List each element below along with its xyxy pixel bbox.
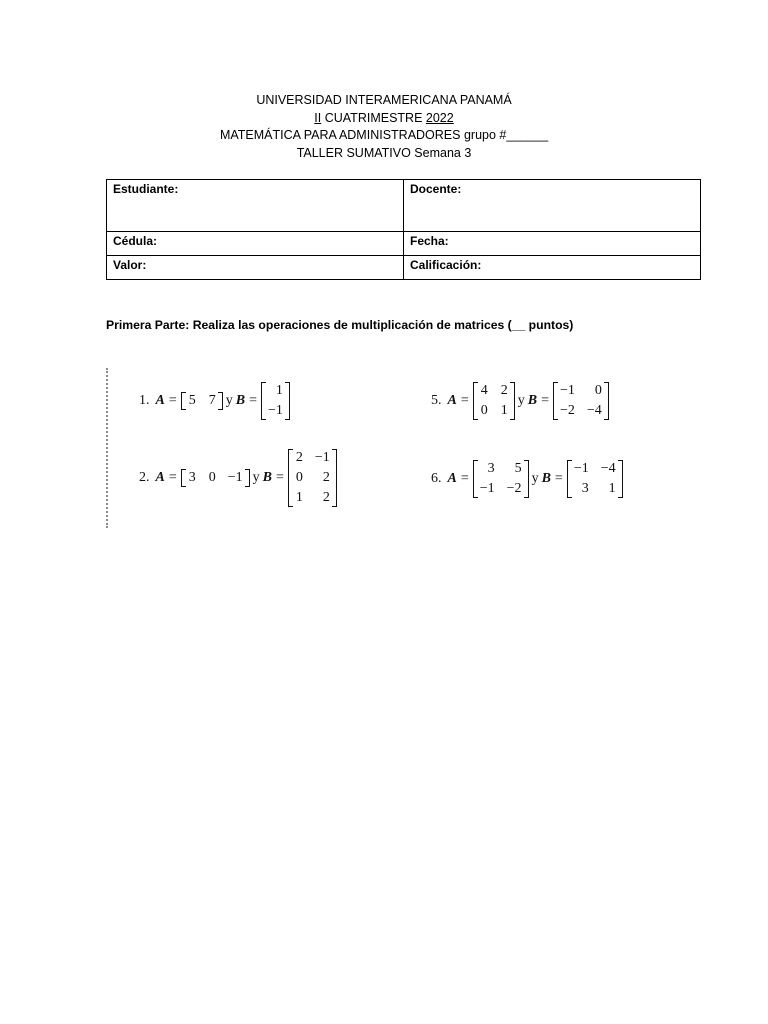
matrix-cell: −2	[506, 481, 522, 496]
matrix-cell: −2	[560, 403, 575, 418]
conjunction-y: y	[252, 470, 260, 485]
matrix-cell: 5	[188, 393, 196, 408]
matrix-b	[567, 460, 623, 498]
matrix-a	[181, 469, 250, 487]
matrix-cell: 3	[188, 470, 196, 485]
matrix-b	[553, 382, 609, 420]
exercise-number: 2.	[139, 470, 150, 485]
matrix-cell: −1	[479, 481, 495, 496]
matrix-a-label: A	[155, 470, 165, 485]
matrix-b-label: B	[541, 471, 551, 486]
equals-sign: =	[460, 393, 469, 408]
matrix-a-label: A	[155, 393, 165, 408]
grade-field[interactable]	[404, 256, 701, 280]
matrix-cell: 4	[480, 383, 488, 398]
equals-sign: =	[554, 471, 563, 486]
matrix-cell: 0	[480, 403, 488, 418]
student-field[interactable]	[107, 180, 404, 232]
matrix-b-label: B	[527, 393, 538, 408]
teacher-label: Docente:	[410, 182, 462, 196]
term-line	[0, 110, 768, 128]
equals-sign: =	[460, 471, 469, 486]
equals-sign: =	[276, 470, 284, 485]
document-header	[0, 92, 768, 162]
date-field[interactable]	[404, 232, 701, 256]
equals-sign: =	[168, 470, 177, 485]
matrix-cell: −1	[560, 383, 575, 398]
value-label: Valor:	[113, 258, 147, 272]
grade-label: Calificación:	[410, 258, 482, 272]
info-row-grade	[107, 256, 701, 280]
conjunction-y: y	[225, 393, 233, 408]
teacher-field[interactable]	[404, 180, 701, 232]
exercise-2	[139, 449, 337, 507]
matrix-b-label: B	[262, 470, 272, 485]
university-name: UNIVERSIDAD INTERAMERICANA PANAMÁ	[256, 93, 512, 107]
term-roman: II	[314, 110, 322, 125]
student-label: Estudiante:	[113, 182, 179, 196]
id-label: Cédula:	[113, 234, 158, 248]
exercise-6	[431, 460, 623, 498]
course-title: MATEMÁTICA PARA ADMINISTRADORES grupo #______	[219, 128, 549, 142]
exercise-5	[431, 382, 609, 420]
term-label: CUATRIMESTRE	[321, 110, 426, 125]
equals-sign: =	[249, 393, 257, 408]
matrix-cell: −1	[314, 450, 330, 465]
matrix-cell: 7	[208, 393, 216, 408]
matrix-a	[473, 460, 529, 498]
term-year: 2022	[425, 110, 454, 125]
matrix-cell: −1	[573, 461, 589, 476]
matrix-cell: 3	[581, 481, 589, 496]
matrix-cell: 2	[295, 450, 303, 465]
conjunction-y: y	[531, 471, 539, 486]
info-row-names	[107, 180, 701, 232]
matrix-cell: 2	[500, 383, 508, 398]
workshop-title: TALLER SUMATIVO Semana 3	[296, 145, 472, 160]
matrix-cell: 0	[295, 470, 303, 485]
exercise-number: 1.	[139, 393, 150, 408]
matrix-cell: 1	[608, 481, 616, 496]
conjunction-y: y	[517, 393, 525, 408]
student-info-table	[106, 179, 701, 280]
matrix-b	[288, 449, 337, 507]
matrix-cell: 2	[322, 490, 330, 505]
equals-sign: =	[541, 393, 549, 408]
date-label: Fecha:	[410, 234, 449, 248]
matrix-cell: 0	[208, 470, 216, 485]
exercise-number: 5.	[431, 393, 442, 408]
matrix-cell: 3	[487, 461, 495, 476]
matrix-cell: 1	[275, 383, 283, 398]
matrix-cell: 1	[500, 403, 508, 418]
matrix-a	[181, 392, 223, 410]
instruction-text: Primera Parte: Realiza las operaciones de multiplicación de matrices (__ puntos)	[106, 318, 574, 332]
exercise-1	[139, 382, 290, 420]
exercise-number: 6.	[431, 471, 442, 486]
scan-edge-dots	[106, 368, 111, 528]
matrix-cell: −4	[586, 403, 602, 418]
equals-sign: =	[168, 393, 177, 408]
matrix-cell: −1	[227, 470, 243, 485]
matrix-a-label: A	[447, 471, 457, 486]
info-row-id	[107, 232, 701, 256]
matrix-cell: −1	[268, 403, 283, 418]
matrix-cell: −4	[600, 461, 616, 476]
matrix-a	[473, 382, 515, 420]
matrix-b-label: B	[235, 393, 246, 408]
value-field[interactable]	[107, 256, 404, 280]
matrix-cell: 2	[322, 470, 330, 485]
matrix-cell: 0	[594, 383, 602, 398]
matrix-a-label: A	[447, 393, 457, 408]
id-field[interactable]	[107, 232, 404, 256]
matrix-cell: 1	[295, 490, 303, 505]
matrix-b	[261, 382, 290, 420]
matrix-cell: 5	[514, 461, 522, 476]
